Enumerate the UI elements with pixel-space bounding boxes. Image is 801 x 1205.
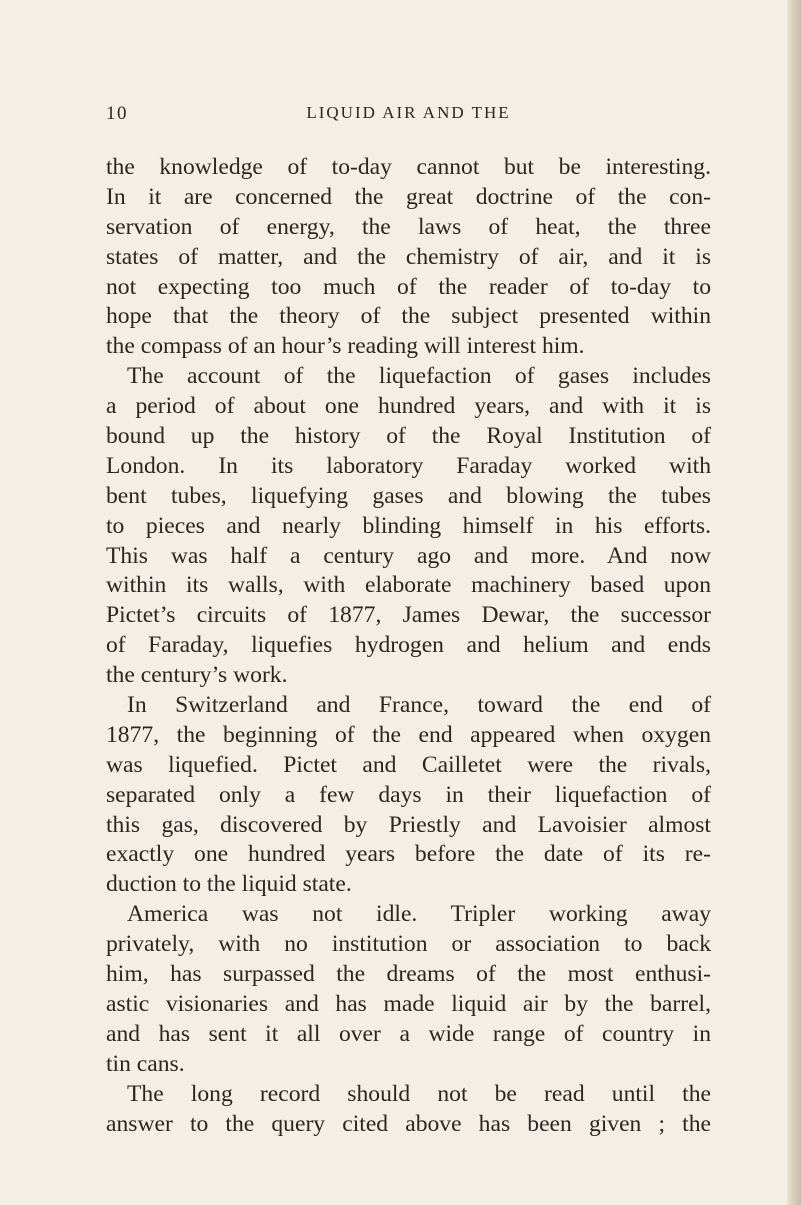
- text-line: within its walls, with elaborate machinery based upon: [106, 572, 711, 599]
- text-line: servation of energy, the laws of heat, the three: [106, 213, 711, 240]
- text-line: America was not idle. Tripler working away: [127, 901, 711, 928]
- text-line: This was half a century ago and more. And now: [106, 542, 711, 569]
- text-line: the knowledge of to-day cannot but be interesting.: [106, 154, 711, 180]
- text-line: hope that the theory of the subject presented within: [106, 303, 711, 330]
- text-line: The account of the liquefaction of gases includes: [127, 363, 711, 390]
- text-line: In Switzerland and France, toward the end of: [127, 692, 711, 719]
- text-line: a period of about one hundred years, and with it is: [106, 393, 711, 420]
- text-line: privately, with no institution or association to back: [106, 931, 711, 958]
- text-line: exactly one hundred years before the date of its re-: [106, 841, 711, 868]
- text-line: the compass of an hour’s reading will interest him.: [106, 333, 585, 360]
- text-line: astic visionaries and has made liquid air by the barrel,: [106, 990, 711, 1017]
- text-line: and has sent it all over a wide range of country in: [106, 1020, 711, 1047]
- text-line: this gas, discovered by Priestly and Lavoisier almost: [106, 811, 711, 838]
- text-line: states of matter, and the chemistry of air, and it is: [106, 243, 711, 270]
- text-line: him, has surpassed the dreams of the most enthusi-: [106, 961, 711, 988]
- text-line: separated only a few days in their liquefaction of: [106, 781, 711, 808]
- text-line: was liquefied. Pictet and Cailletet were the rivals,: [106, 751, 711, 778]
- text-line: of Faraday, liquefies hydrogen and helium and ends: [106, 632, 711, 659]
- body-text: [106, 153, 711, 1139]
- running-title: LIQUID AIR AND THE: [306, 103, 511, 122]
- text-line: The long record should not be read until the: [127, 1080, 711, 1107]
- scanned-page-edge: [787, 0, 801, 1205]
- text-line: duction to the liquid state.: [106, 871, 352, 898]
- text-line: bent tubes, liquefying gases and blowing the tubes: [106, 482, 711, 509]
- text-line: bound up the history of the Royal Institution of: [106, 423, 711, 450]
- text-line: answer to the query cited above has been given ; the: [106, 1110, 711, 1137]
- text-line: London. In its laboratory Faraday worked with: [106, 452, 711, 479]
- text-line: to pieces and nearly blinding himself in his efforts.: [106, 512, 711, 539]
- text-line: not expecting too much of the reader of to-day to: [106, 273, 711, 300]
- text-line: Pictet’s circuits of 1877, James Dewar, the successor: [106, 602, 711, 629]
- text-line: the century’s work.: [106, 662, 288, 689]
- text-line: 1877, the beginning of the end appeared when oxygen: [106, 721, 711, 748]
- text-line: tin cans.: [106, 1050, 185, 1077]
- page-number: 10: [106, 103, 128, 124]
- text-line: In it are concerned the great doctrine of the con-: [106, 183, 711, 210]
- running-head: [106, 103, 711, 131]
